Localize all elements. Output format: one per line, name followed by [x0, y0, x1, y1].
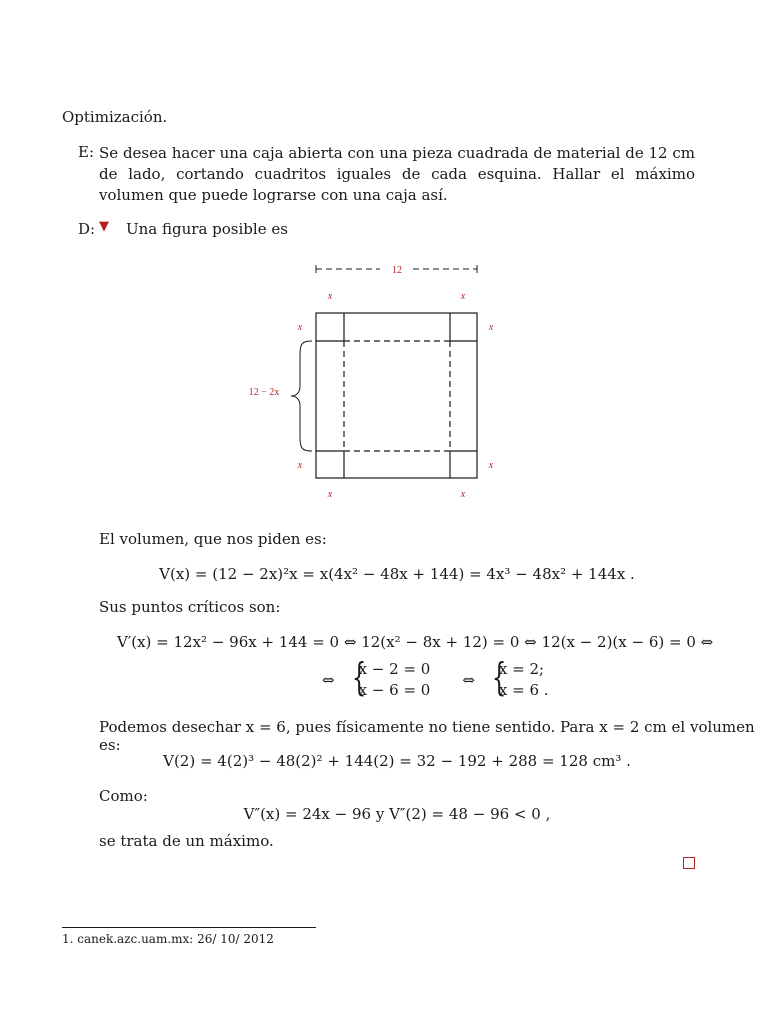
x-label-right-bottom: x: [488, 460, 494, 471]
footnote: 1. canek.azc.uam.mx: 26/ 10/ 2012: [62, 932, 274, 946]
iff-symbol-2: ⇔: [462, 671, 475, 689]
case-factor-2: x − 6 = 0: [358, 681, 431, 699]
side-label: 12 − 2x: [248, 387, 280, 398]
statement-text: Se desea hacer una caja abierta con una pieza cuadrada de material de 12 cm de lado, cortando cuadritos iguales de cada esquina. Hallar el máximo volumen que puede lograrse con una caja así.: [99, 144, 695, 204]
footnote-rule: [62, 927, 316, 928]
x-label-top-left: x: [327, 291, 333, 302]
iff-symbol-1: ⇔: [322, 671, 335, 689]
corner-cuts: [316, 313, 477, 478]
development-label: D:: [78, 220, 96, 238]
x-label-left-top: x: [297, 322, 303, 333]
side-brace: [291, 341, 312, 451]
case-solution-2: x = 6 .: [498, 681, 549, 699]
value-equation: V(2) = 4(2)³ − 48(2)² + 144(2) = 32 − 192 + 288 = 128 cm³ .: [163, 752, 631, 770]
x-label-top-right: x: [460, 291, 466, 302]
como-text: Como:: [99, 787, 148, 805]
fold-lines: [344, 341, 450, 451]
case-factor-1: { x − 2 = 0: [358, 660, 431, 678]
discard-text: Podemos desechar x = 6, pues físicamente no tiene sentido. Para x = 2 cm el volumen es:: [99, 718, 755, 754]
statement-label: E:: [78, 143, 95, 161]
x-label-left-bottom: x: [297, 460, 303, 471]
cases-block: [322, 658, 549, 702]
second-derivative-equation: V″(x) = 24x − 96 y V″(2) = 48 − 96 < 0 ,: [243, 805, 551, 823]
volume-intro: El volumen, que nos piden es:: [99, 530, 327, 548]
case-solution-1: { x = 2;: [498, 660, 545, 678]
figure-intro: Una figura posible es: [126, 220, 288, 238]
derivative-equation: V′(x) = 12x² − 96x + 144 = 0 ⇔ 12(x² − 8x + 12) = 0 ⇔ 12(x − 2)(x − 6) = 0 ⇔: [117, 633, 714, 651]
critical-intro: Sus puntos críticos son:: [99, 598, 281, 616]
qed-square-icon: [683, 857, 695, 869]
width-label: 12: [392, 265, 402, 276]
x-label-right-top: x: [488, 322, 494, 333]
x-label-bottom-right: x: [460, 489, 466, 500]
outer-square: [316, 313, 477, 478]
cases-factors: [349, 659, 431, 701]
cases-solutions: [489, 659, 549, 701]
conclusion-text: se trata de un máximo.: [99, 832, 274, 850]
volume-equation: V(x) = (12 − 2x)²x = x(4x² − 48x + 144) = 4x³ − 48x² + 144x .: [159, 565, 635, 583]
x-label-bottom-left: x: [327, 489, 333, 500]
section-title: Optimización.: [62, 108, 168, 126]
triangle-marker-icon: ▼: [99, 219, 109, 234]
